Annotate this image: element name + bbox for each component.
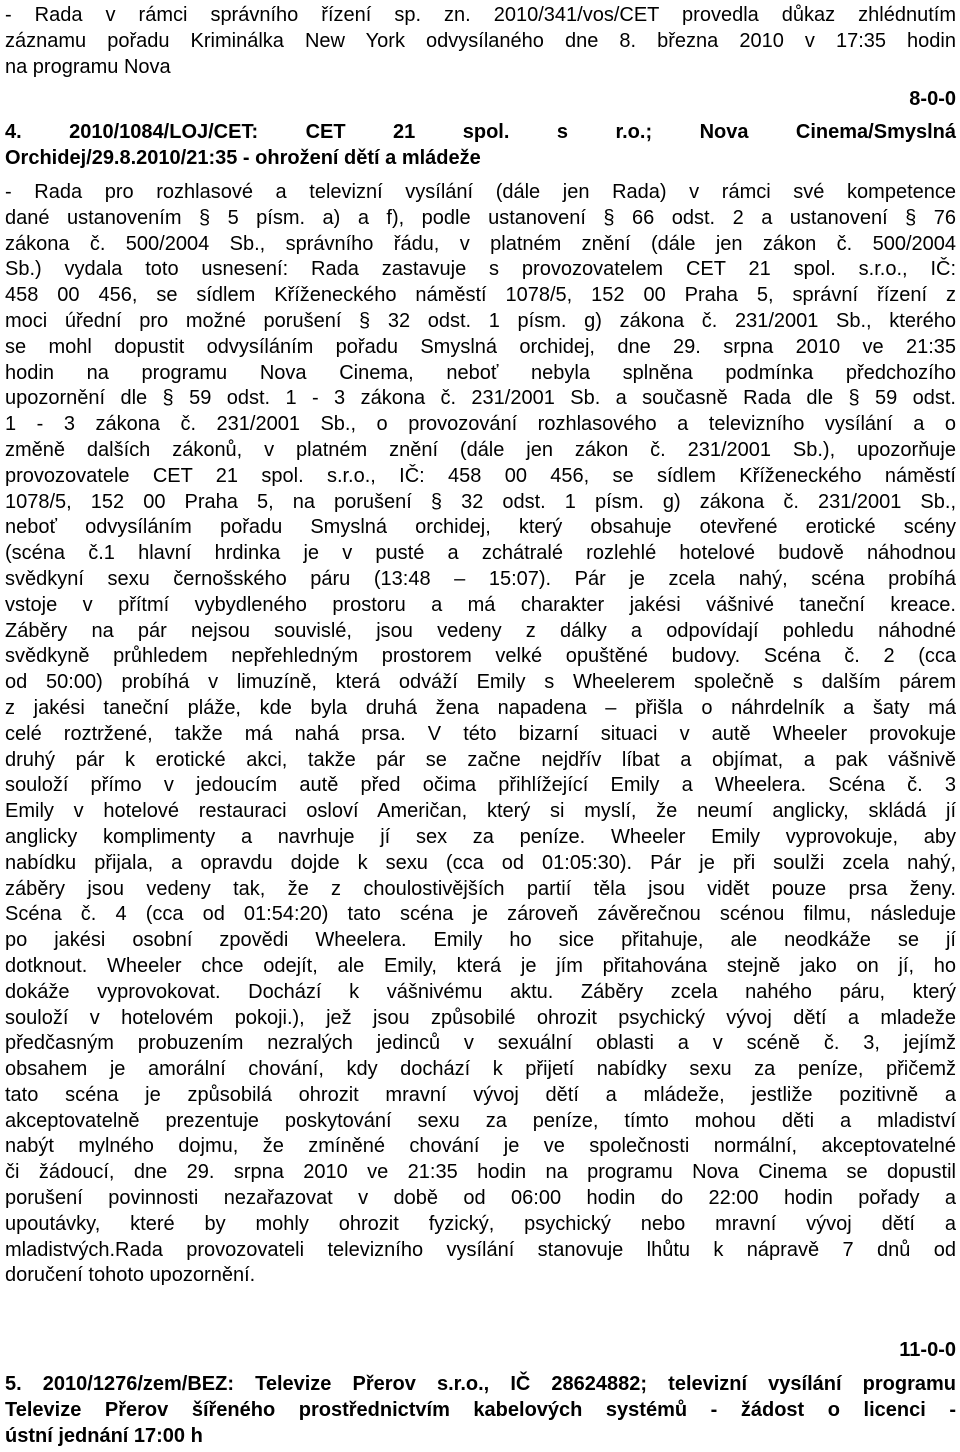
body-line: hodin na programu Nova Cinema, neboť nebyla splněna podmínka předchozího — [5, 361, 956, 384]
item5-heading — [5, 1372, 956, 1449]
body-line: dokáže vyprovokovat. Dochází k vášnivému aktu. Záběry zcela nahého páru, který — [5, 980, 956, 1003]
body-line: obsahem je amorální chování, kdy dochází k přijetí nabídky sexu za peníze, přičemž — [5, 1058, 956, 1081]
item4-heading — [5, 120, 956, 172]
body-line: zákona č. 500/2004 Sb., správního řádu, v platném znění (dále jen zákon č. 500/2004 — [5, 232, 956, 255]
body-line: vstoje v přítmí vybydleného prostoru a má charakter jakési vášnivé taneční kreace. — [5, 593, 956, 616]
body-line: akceptovatelně prezentuje poskytování sexu za peníze, tímto mohou děti a mladiství — [5, 1109, 956, 1132]
item4-body — [5, 180, 956, 1289]
body-line: 458 00 456, se sídlem Kříženeckého náměstí 1078/5, 152 00 Praha 5, správní řízení z — [5, 284, 956, 307]
body-line: dané ustanovením § 5 písm. a) a f), podle ustanovení § 66 odst. 2 a ustanovení § 76 — [5, 206, 956, 229]
intro-line: na programu Nova — [5, 55, 171, 78]
item4-heading-line: Orchidej/29.8.2010/21:35 - ohrožení dětí a mládeže — [5, 146, 481, 169]
intro-line: - Rada v rámci správního řízení sp. zn. 2010/341/vos/CET provedla důkaz zhlédnutím — [5, 4, 956, 26]
body-line: upoutávky, které by mohly ohrozit fyzický, psychický nebo mravní vývoj dětí a — [5, 1212, 956, 1235]
body-line: - Rada pro rozhlasové a televizní vysílání (dále jen Rada) v rámci své kompetence — [5, 181, 956, 203]
body-line: po jakési osobní zpovědi Wheelera. Emily ho sice přitahuje, ale neodkáže se jí — [5, 929, 956, 952]
body-line: neboť odvysíláním pořadu Smyslná orchidej, který obsahuje otevřené erotické scény — [5, 516, 956, 539]
body-line: souloží v hotelovém pokoji.), jež jsou způsobilé ohrozit psychický vývoj dětí a mladeže — [5, 1006, 956, 1029]
body-line: dotknout. Wheeler chce odejít, ale Emily, která je jím přitahována stejně jako on jí, ho — [5, 954, 956, 977]
body-line: Emily v hotelové restauraci osloví Američan, který si myslí, že neumí anglicky, skládá jí — [5, 800, 956, 823]
body-line: upozornění dle § 59 odst. 1 - 3 zákona č. 231/2001 Sb. a současně Rada dle § 59 odst. — [5, 387, 956, 410]
body-line: porušení povinnosti nezařazovat v době od 06:00 hodin do 22:00 hodin pořady a — [5, 1187, 956, 1210]
body-line: záběry jsou vedeny tak, že z choulostivějších partií těla jsou vidět pouze prsa ženy. — [5, 877, 956, 900]
body-line: provozovatele CET 21 spol. s.r.o., IČ: 458 00 456, se sídlem Kříženeckého náměstí — [5, 464, 956, 487]
body-line: druhý pár k erotické akci, takže pár se začne nejdřív líbat a objímat, a pak vášnivě — [5, 748, 956, 771]
body-line: předčasným probuzením nezralých jedinců v sexuální oblasti a v scéně č. 3, jejímž — [5, 1032, 956, 1055]
body-line: celé roztržené, takže má nahá prsa. V této bizarní situaci v autě Wheeler provokuje — [5, 722, 956, 745]
body-line: mladistvých.Rada provozovateli televizního vysílání stanovuje lhůtu k nápravě 7 dnů od — [5, 1238, 956, 1261]
intro-line: záznamu pořadu Kriminálka New York odvysílaného dne 8. března 2010 v 17:35 hodin — [5, 29, 956, 52]
item5-heading-line: 5. 2010/1276/zem/BEZ: Televize Přerov s.r.o., IČ 28624882; televizní vysílání programu — [5, 1373, 956, 1395]
body-line: svědkyně průhledem nepřehledným prostorem velké opuštěné budovy. Scéna č. 2 (cca — [5, 645, 956, 668]
body-line: tato scéna je způsobilá ohrozit mravní vývoj dětí a mládeže, jestliže pozitivně a — [5, 1083, 956, 1106]
body-line: od 50:00) probíhá v limuzíně, která odváží Emily s Wheelerem společně s dalším párem — [5, 671, 956, 694]
item4-vote-code: 8-0-0 — [909, 88, 956, 110]
body-line: 1078/5, 152 00 Praha 5, na porušení § 32 odst. 1 písm. g) zákona č. 231/2001 Sb., — [5, 490, 956, 513]
body-line: se mohl dopustit odvysíláním pořadu Smyslná orchidej, dne 29. srpna 2010 ve 21:35 — [5, 335, 956, 358]
body-line: změně dalších zákonů, v platném znění (dále jen zákon č. 231/2001 Sb.), upozorňuje — [5, 438, 956, 461]
body-line: doručení tohoto upozornění. — [5, 1264, 256, 1287]
intro-paragraph — [5, 3, 956, 80]
body-line: z jakési taneční pláže, kde byla druhá žena napadena – přišla o náhrdelník a šaty má — [5, 696, 956, 719]
body-line: 1 - 3 zákona č. 231/2001 Sb., o provozování rozhlasového a televizního vysílání a o — [5, 413, 956, 436]
body-line: souloží přímo v jedoucím autě před očima přihlížející Emily a Wheelera. Scéna č. 3 — [5, 774, 956, 797]
body-line: Scéna č. 4 (cca od 01:54:20) tato scéna je zároveň závěrečnou scénou filmu, následuje — [5, 903, 956, 926]
body-line: Záběry na pár nejsou souvislé, jsou vedeny z dálky a odpovídají pohledu náhodné — [5, 619, 956, 642]
body-line: anglicky komplimenty a navrhuje jí sex za peníze. Wheeler Emily vyprovokuje, aby — [5, 825, 956, 848]
body-line: Sb.) vydala toto usnesení: Rada zastavuje s provozovatelem CET 21 spol. s.r.o., IČ: — [5, 258, 956, 281]
item5-heading-line: Televize Přerov šířeného prostřednictvím kabelových systémů - žádost o licenci - — [5, 1398, 956, 1421]
item5-vote-code: 11-0-0 — [899, 1339, 956, 1361]
body-line: nabídku přijala, a opravdu dojde k sexu (cca od 01:05:30). Pár je při soulži zcela nahý, — [5, 851, 956, 874]
body-line: či žádoucí, dne 29. srpna 2010 ve 21:35 hodin na programu Nova Cinema se dopustil — [5, 1161, 956, 1184]
body-line: (scéna č.1 hlavní hrdinka je v pusté a zchátralé rozlehlé hotelové budově náhodnou — [5, 542, 956, 565]
item5-heading-line: ústní jednání 17:00 h — [5, 1424, 203, 1447]
body-line: nabýt mylného dojmu, že zmíněné chování je ve společnosti normální, akceptovatelné — [5, 1135, 956, 1158]
body-line: svědkyní sexu černošského páru (13:48 – 15:07). Pár je zcela nahý, scéna probíhá — [5, 567, 956, 590]
body-line: moci úřední pro možné porušení § 32 odst. 1 písm. g) zákona č. 231/2001 Sb., kterého — [5, 309, 956, 332]
item4-heading-line: 4. 2010/1084/LOJ/CET: CET 21 spol. s r.o.; Nova Cinema/Smyslná — [5, 121, 956, 143]
